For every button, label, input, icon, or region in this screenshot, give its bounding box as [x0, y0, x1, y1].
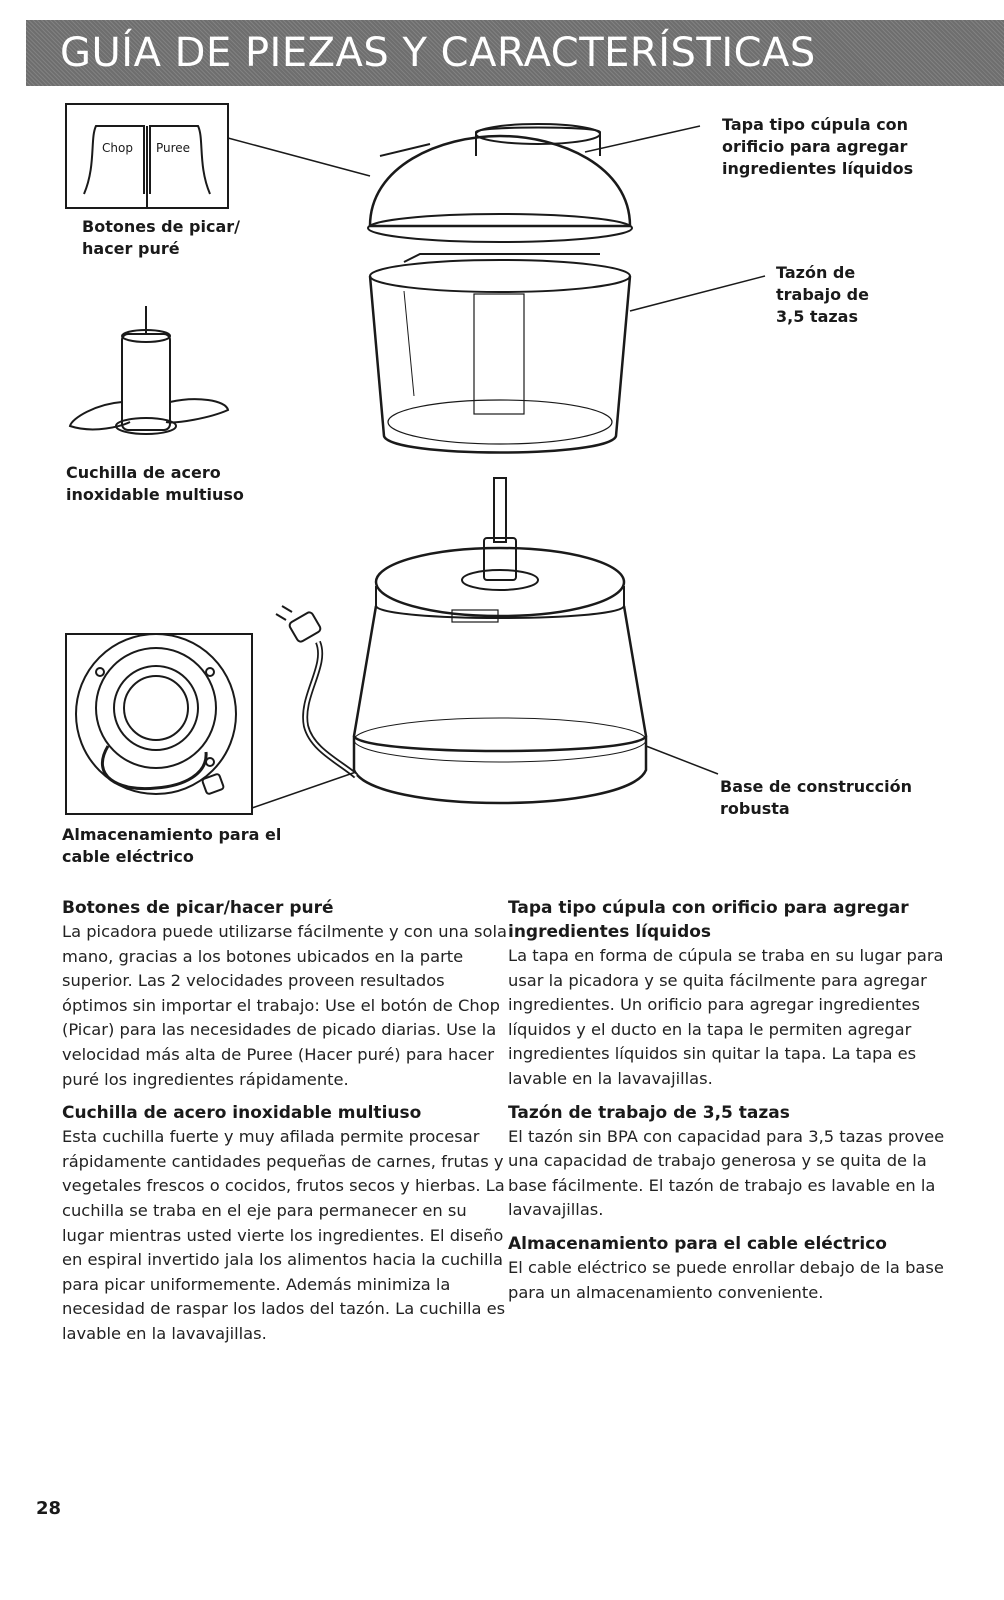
bowl-illustration: [370, 254, 630, 453]
power-cord-illustration: [276, 606, 356, 776]
callout-bowl: Tazón de trabajo de 3,5 tazas: [776, 263, 869, 326]
blade-description: Esta cuchilla fuerte y muy afilada permite procesar rápidamente cantidades pequeñas de carnes, frutas y vegetales frescos o cocidos, frutos secos y hierbas. La cuchilla se traba en el eje para permanecer en su lugar mientras usted vierte los ingredientes. El diseño en espiral invertido jala los alimentos hacia la cuchilla para picar uniformemente. Además minimiza la necesidad de raspar los lados del tazón. La cuchilla es lavable en la lavavajillas.: [62, 1127, 506, 1343]
callout-buttons: Botones de picar/ hacer puré: [82, 217, 240, 258]
blade-heading: Cuchilla de acero inoxidable multiuso: [62, 1103, 422, 1124]
callout-cord: Almacenamiento para el cable eléctrico: [62, 825, 282, 866]
buttons-leader-line: [228, 138, 370, 176]
page-title: GUÍA DE PIEZAS Y CARACTERÍSTICAS: [60, 30, 816, 76]
puree-button-label: Puree: [156, 141, 191, 155]
lid-illustration: [368, 124, 632, 242]
callout-base: Base de construcción robusta: [720, 777, 912, 818]
chop-button-label: Chop: [102, 141, 133, 155]
right-column: [508, 896, 953, 1314]
cord-storage-inset: [66, 634, 252, 814]
chop-button: [84, 126, 144, 194]
header-banner: [26, 20, 1004, 86]
base-leader-line: [646, 746, 718, 774]
puree-button: [150, 126, 210, 194]
lid-description: La tapa en forma de cúpula se traba en su lugar para usar la picadora y se quita fácilmente para agregar ingredientes. Un orificio para agregar ingredientes líquidos y el ducto en la tapa le permiten agregar ingredientes líquidos sin quitar la tapa. La tapa es lavable en la lavavajillas.: [508, 946, 944, 1088]
left-column: [62, 896, 507, 1356]
buttons-heading: Botones de picar/hacer puré: [62, 898, 334, 918]
page-number: 28: [36, 1498, 62, 1519]
blade-illustration: [70, 306, 228, 434]
cord-description: El cable eléctrico se puede enrollar debajo de la base para un almacenamiento conveniente.: [508, 1257, 944, 1302]
cord-heading: Almacenamiento para el cable eléctrico: [508, 1233, 887, 1254]
base-illustration: [354, 478, 646, 803]
callout-blade: Cuchilla de acero inoxidable multiuso: [66, 463, 244, 504]
callout-lid: Tapa tipo cúpula con orificio para agregar ingredientes líquidos: [722, 115, 914, 178]
bowl-heading: Tazón de trabajo de 3,5 tazas: [508, 1102, 790, 1123]
bowl-description: El tazón sin BPA con capacidad para 3,5 tazas provee una capacidad de trabajo generosa y se quita de la base fácilmente. El tazón de trabajo es lavable en la lavavajillas.: [508, 1126, 945, 1220]
cord-leader-line: [252, 772, 356, 808]
lid-leader-line: [585, 126, 700, 152]
lid-heading: Tapa tipo cúpula con orificio para agregar ingredientes líquidos: [508, 898, 909, 942]
buttons-description: La picadora puede utilizarse fácilmente y con una sola mano, gracias a los botones ubicados en la parte superior. Las 2 velocidades proveen resultados óptimos sin importar el trabajo: Use el botón de Chop (Picar) para las necesidades de picado diarias. Use la velocidad más alta de Puree (Hacer puré) para hacer puré los ingredientes rápidamente.: [62, 922, 507, 1089]
bowl-leader-line: [630, 276, 765, 311]
